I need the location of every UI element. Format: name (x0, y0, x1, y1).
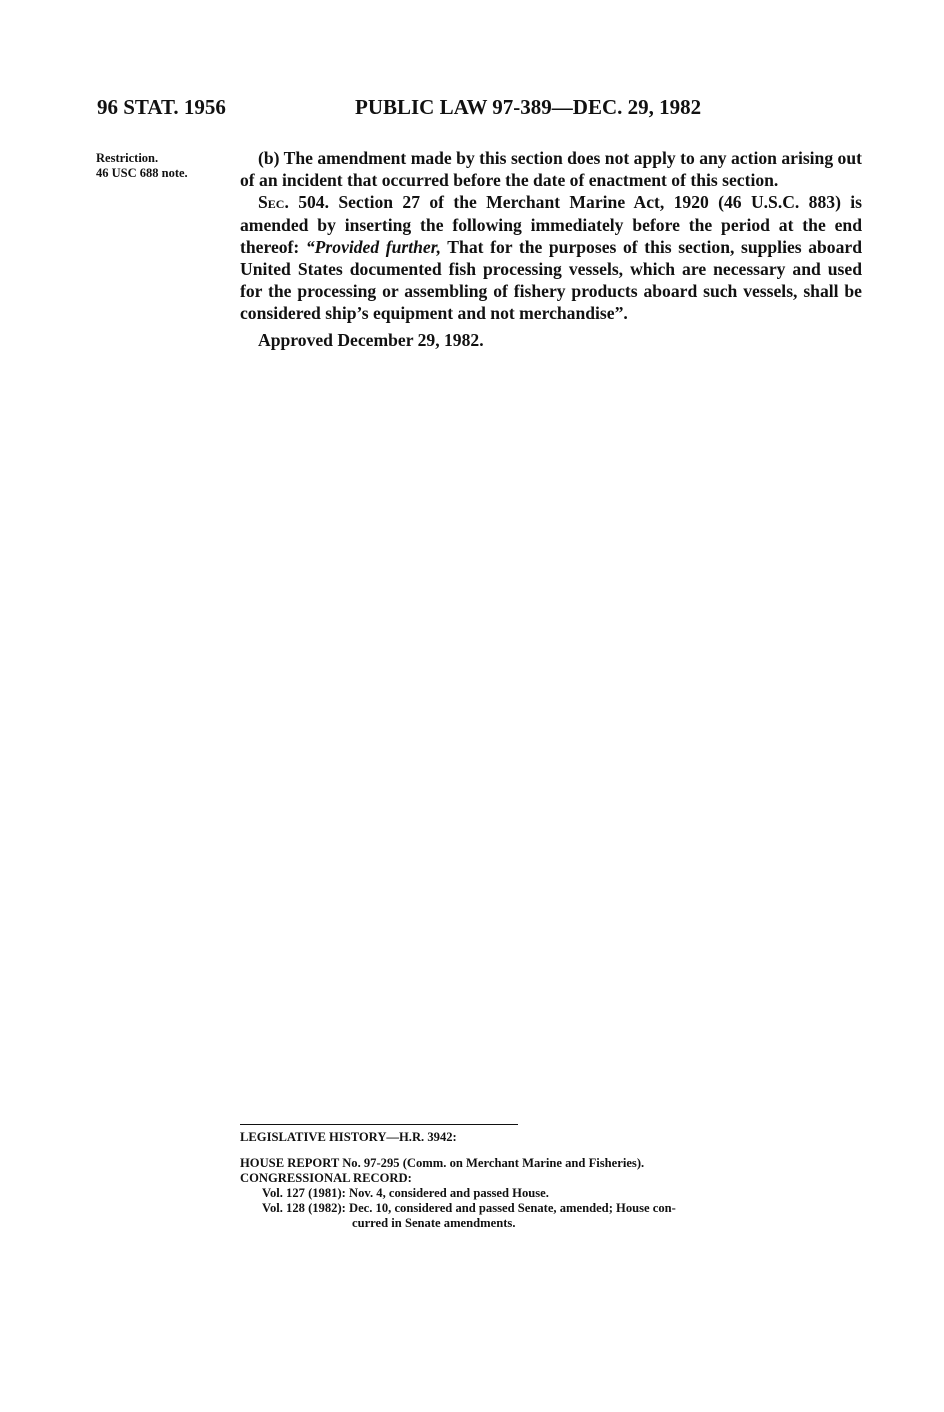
record-vol-128-line1: Vol. 128 (1982): Dec. 10, considered and passed Senate, amended; House con- (262, 1201, 676, 1215)
paragraph-b: (b) The amendment made by this section does not apply to any action arising out of an incident that occurred before the date of enactment of this section. (240, 148, 862, 191)
margin-notes (96, 151, 188, 181)
statute-body (240, 147, 862, 351)
section-text-before: Section 27 of the Merchant Marine Act, 1920 (46 U.S.C. 883) is amended by inserting the following immediately before the period at the end thereof: (240, 192, 863, 257)
law-title: PUBLIC LAW 97-389—DEC. 29, 1982 (355, 95, 702, 119)
section-label: Sec. (258, 192, 289, 213)
legislative-history-rule (240, 1124, 518, 1125)
legislative-history (240, 1130, 862, 1231)
record-vol-128-line2: curred in Senate amendments. (352, 1216, 516, 1230)
margin-note-usc: 46 USC 688 note. (96, 166, 188, 180)
approval-date: Approved December 29, 1982. (258, 329, 484, 350)
record-vol-127: Vol. 127 (1981): Nov. 4, considered and passed House. (262, 1186, 549, 1200)
record-vol-128 (240, 1201, 862, 1231)
legislative-history-title: LEGISLATIVE HISTORY—H.R. 3942: (240, 1130, 457, 1144)
section-number: 504. (288, 192, 329, 213)
margin-note-restriction: Restriction. (96, 151, 159, 165)
page-header (97, 95, 847, 125)
proviso-italic: “Provided further, (305, 236, 442, 257)
section-504 (240, 191, 862, 324)
page-reference: 96 STAT. 1956 (97, 95, 226, 119)
congressional-record-heading: CONGRESSIONAL RECORD: (240, 1171, 412, 1185)
section-text-after: That for the purposes of this section, supplies aboard United States documented fish processing vessels, which are necessary and used for the processing or assembling of fishery products aboard such vessels, shall be considered ship’s equipment and not merchandise”. (240, 236, 862, 324)
house-report: HOUSE REPORT No. 97-295 (Comm. on Merchant Marine and Fisheries). (240, 1156, 645, 1170)
